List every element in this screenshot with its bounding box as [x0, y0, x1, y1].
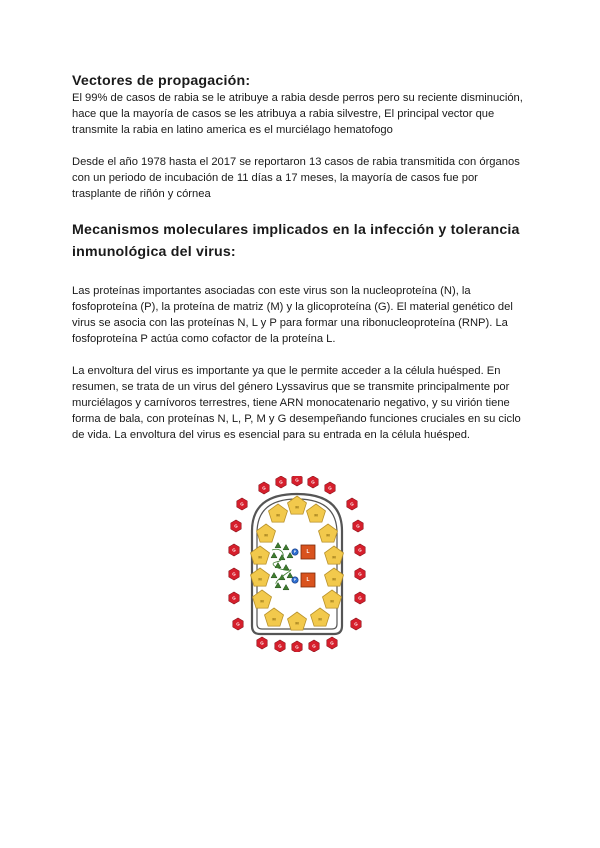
glycoprotein-label: G	[232, 547, 236, 553]
paragraph-mecanismos-1: Las proteínas importantes asociadas con este virus son la nucleoproteína (N), la fosfoproteína (P), la proteína de matriz (M) y la glicoproteína (G). El material genético del virus se asocia con las proteínas N, L y P para formar una ribonucleoproteína (RNP). La fosfoproteína P actúa como cofactor de la proteína L.	[72, 285, 513, 345]
matrix-protein-label: M	[295, 504, 299, 510]
matrix-protein-label: M	[314, 512, 318, 518]
envelope-inner	[257, 499, 337, 629]
nucleoprotein-marker	[271, 573, 277, 578]
glycoprotein-label: G	[328, 485, 332, 491]
glycoprotein-label: G	[232, 595, 236, 601]
glycoprotein-label: G	[279, 479, 283, 485]
matrix-protein-label: M	[326, 532, 330, 538]
glycoprotein-label: G	[232, 571, 236, 577]
nucleoprotein-marker	[283, 585, 289, 590]
glycoprotein-label: G	[278, 643, 282, 649]
rabies-virion-diagram	[222, 476, 372, 652]
section-heading-vectores: Vectores de propagación:	[72, 73, 251, 89]
glycoprotein-label: G	[295, 644, 299, 650]
nucleoprotein-marker	[283, 545, 289, 550]
glycoprotein-label: G	[234, 523, 238, 529]
nucleoprotein-marker	[287, 573, 293, 578]
phosphoprotein-label: P	[293, 550, 297, 554]
glycoprotein-label: G	[358, 571, 362, 577]
matrix-protein-label: M	[332, 554, 336, 560]
glycoprotein-label: G	[240, 501, 244, 507]
nucleoprotein-marker	[275, 543, 281, 548]
glycoprotein-label: G	[236, 621, 240, 627]
matrix-protein-label: M	[330, 598, 334, 604]
matrix-protein-label: M	[332, 576, 336, 582]
paragraph-vectores-2: Desde el año 1978 hasta el 2017 se reportaron 13 casos de rabia transmitida con órganos con un periodo de incubación de 11 días a 17 meses, la mayoría de casos fue por trasplante de riñón y córnea	[72, 156, 520, 200]
paragraph-mecanismos-2: La envoltura del virus es importante ya que le permite acceder a la célula huésped. En resumen, se trata de un virus del género Lyssavirus que se transmite principalmente por murciélagos y carnívoros terrestres, tiene ARN monocatenario negativo, y su virión tiene forma de bala, con proteínas N, L, P, M y G desempeñando funciones cruciales en su ciclo de vida. La envoltura del virus es esencial para su entrada en la célula huésped.	[72, 365, 521, 441]
glycoprotein-label: G	[354, 621, 358, 627]
virion-svg	[222, 476, 372, 652]
glycoprotein-label: G	[312, 643, 316, 649]
matrix-protein-label: M	[260, 598, 264, 604]
matrix-protein-label: M	[272, 616, 276, 622]
glycoprotein-label: G	[330, 640, 334, 646]
paragraph-vectores-1: El 99% de casos de rabia se le atribuye a rabia desde perros pero su reciente disminución, hace que la mayoría de casos se les atribuya a rabia silvestre, El principal vector que transmite la rabia en latino america es el murciélago hematofogo	[72, 92, 523, 136]
matrix-protein-label: M	[318, 616, 322, 622]
glycoprotein-label: G	[356, 523, 360, 529]
matrix-protein-label: M	[276, 512, 280, 518]
document-page	[72, 72, 528, 443]
matrix-protein-label: M	[264, 532, 268, 538]
glycoprotein-label: G	[358, 595, 362, 601]
matrix-protein-label: M	[295, 620, 299, 626]
phosphoprotein-label: P	[293, 578, 297, 582]
matrix-protein-label: M	[258, 554, 262, 560]
polymerase-label: L	[306, 577, 310, 583]
polymerase-label: L	[306, 549, 310, 555]
glycoprotein-label: G	[350, 501, 354, 507]
nucleoprotein-marker	[283, 565, 289, 570]
matrix-protein-label: M	[258, 576, 262, 582]
nucleoprotein-marker	[271, 553, 277, 558]
glycoprotein-label: G	[358, 547, 362, 553]
glycoprotein-label: G	[260, 640, 264, 646]
glycoprotein-label: G	[262, 485, 266, 491]
section-heading-mecanismos: Mecanismos moleculares implicados en la infección y tolerancia inmunológica del virus:	[72, 222, 520, 260]
glycoprotein-label: G	[311, 479, 315, 485]
glycoprotein-label: G	[295, 477, 299, 483]
